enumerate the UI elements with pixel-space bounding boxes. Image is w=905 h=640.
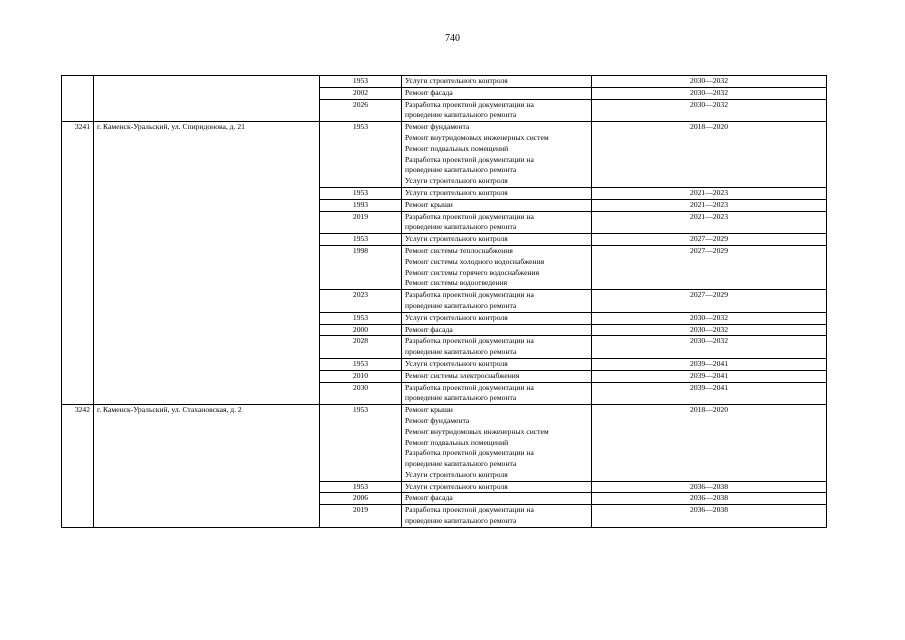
work-item: Услуги строительного контроля (405, 469, 508, 479)
works-cell (402, 382, 592, 405)
period-cell: 2036—2038 (592, 481, 827, 493)
year-cell: 2006 (320, 493, 402, 505)
work-item: Услуги строительного контроля (405, 481, 508, 491)
work-item: проведение капитального ремонта (405, 110, 517, 120)
building-number-cell: 3242 (62, 405, 94, 528)
work-item: Разработка проектной документации на (405, 290, 534, 300)
works-cell (402, 336, 592, 359)
year-cell: 1953 (320, 358, 402, 370)
works-cell (402, 234, 592, 246)
work-item: проведение капитального ремонта (405, 459, 517, 469)
works-cell (402, 211, 592, 234)
work-item: Ремонт фасада (405, 324, 453, 334)
work-item: Ремонт крыши (405, 199, 453, 209)
year-cell: 1953 (320, 481, 402, 493)
works-cell (402, 99, 592, 122)
building-number-cell (62, 76, 94, 122)
year-cell: 1953 (320, 76, 402, 88)
work-item: Разработка проектной документации на (405, 448, 534, 458)
work-item: Разработка проектной документации на (405, 99, 534, 109)
work-item: Разработка проектной документации на (405, 382, 534, 392)
works-cell (402, 370, 592, 382)
work-item: Ремонт фасада (405, 87, 453, 97)
work-item: проведение капитального ремонта (405, 347, 517, 357)
year-cell: 2019 (320, 211, 402, 234)
works-cell (402, 481, 592, 493)
period-cell: 2027—2029 (592, 245, 827, 289)
table-row (62, 76, 827, 88)
works-cell (402, 312, 592, 324)
work-item: Ремонт крыши (405, 405, 453, 415)
work-item: Разработка проектной документации на (405, 505, 534, 515)
period-cell: 2021—2023 (592, 199, 827, 211)
year-cell: 2010 (320, 370, 402, 382)
works-cell (402, 493, 592, 505)
works-cell (402, 199, 592, 211)
work-item: Ремонт фундамента (405, 415, 470, 425)
works-cell (402, 290, 592, 313)
work-item: Ремонт подвальных помещений (405, 437, 509, 447)
year-cell: 2030 (320, 382, 402, 405)
works-cell (402, 245, 592, 289)
period-cell: 2039—2041 (592, 370, 827, 382)
period-cell: 2036—2038 (592, 493, 827, 505)
year-cell: 1953 (320, 187, 402, 199)
work-item: Разработка проектной документации на (405, 211, 534, 221)
page-number: 740 (445, 33, 460, 44)
year-cell: 2026 (320, 99, 402, 122)
work-item: Ремонт системы водоотведения (405, 278, 508, 288)
work-item: Ремонт внутридомовых инженерных систем (405, 426, 549, 436)
work-item: проведение капитального ремонта (405, 393, 517, 403)
period-cell: 2030—2032 (592, 324, 827, 336)
works-cell (402, 122, 592, 188)
year-cell: 1998 (320, 245, 402, 289)
table-row (62, 122, 827, 188)
year-cell: 1953 (320, 234, 402, 246)
work-item: Разработка проектной документации на (405, 154, 534, 164)
works-cell (402, 87, 592, 99)
works-cell (402, 324, 592, 336)
repair-plan-table-body (62, 76, 827, 528)
work-item: Услуги строительного контроля (405, 176, 508, 186)
work-item: проведение капитального ремонта (405, 516, 517, 526)
work-item: Ремонт подвальных помещений (405, 143, 509, 153)
repair-plan-table (61, 75, 827, 528)
work-item: Ремонт фундамента (405, 122, 470, 132)
work-item: Разработка проектной документации на (405, 336, 534, 346)
works-cell (402, 187, 592, 199)
year-cell: 1993 (320, 199, 402, 211)
period-cell: 2021—2023 (592, 211, 827, 234)
work-item: проведение капитального ремонта (405, 222, 517, 232)
work-item: Услуги строительного контроля (405, 312, 508, 322)
works-cell (402, 505, 592, 528)
year-cell: 1953 (320, 405, 402, 482)
period-cell: 2030—2032 (592, 76, 827, 88)
period-cell: 2039—2041 (592, 382, 827, 405)
period-cell: 2030—2032 (592, 87, 827, 99)
building-address-cell: г. Каменск-Уральский, ул. Спиридонова, д. 21 (94, 122, 320, 405)
period-cell: 2018—2020 (592, 405, 827, 482)
year-cell: 2028 (320, 336, 402, 359)
period-cell: 2021—2023 (592, 187, 827, 199)
period-cell: 2018—2020 (592, 122, 827, 188)
works-cell (402, 358, 592, 370)
work-item: проведение капитального ремонта (405, 300, 517, 310)
work-item: Ремонт внутридомовых инженерных систем (405, 132, 549, 142)
work-item: Услуги строительного контроля (405, 234, 508, 244)
building-address-cell (94, 76, 320, 122)
year-cell: 2019 (320, 505, 402, 528)
work-item: Ремонт системы горячего водоснабжения (405, 267, 540, 277)
work-item: Услуги строительного контроля (405, 187, 508, 197)
work-item: Ремонт системы холодного водоснабжения (405, 256, 545, 266)
period-cell: 2027—2029 (592, 290, 827, 313)
works-cell (402, 405, 592, 482)
work-item: проведение капитального ремонта (405, 165, 517, 175)
work-item: Услуги строительного контроля (405, 358, 508, 368)
year-cell: 1953 (320, 312, 402, 324)
period-cell: 2027—2029 (592, 234, 827, 246)
period-cell: 2036—2038 (592, 505, 827, 528)
work-item: Услуги строительного контроля (405, 76, 508, 85)
year-cell: 2000 (320, 324, 402, 336)
year-cell: 2002 (320, 87, 402, 99)
work-item: Ремонт системы теплоснабжения (405, 245, 513, 255)
period-cell: 2039—2041 (592, 358, 827, 370)
table-row (62, 405, 827, 482)
building-number-cell: 3241 (62, 122, 94, 405)
building-address-cell: г. Каменск-Уральский, ул. Стахановская, д. 2 (94, 405, 320, 528)
period-cell: 2030—2032 (592, 312, 827, 324)
year-cell: 1953 (320, 122, 402, 188)
work-item: Ремонт фасада (405, 493, 453, 503)
works-cell (402, 76, 592, 88)
year-cell: 2023 (320, 290, 402, 313)
period-cell: 2030—2032 (592, 99, 827, 122)
period-cell: 2030—2032 (592, 336, 827, 359)
work-item: Ремонт системы электроснабжения (405, 370, 520, 380)
